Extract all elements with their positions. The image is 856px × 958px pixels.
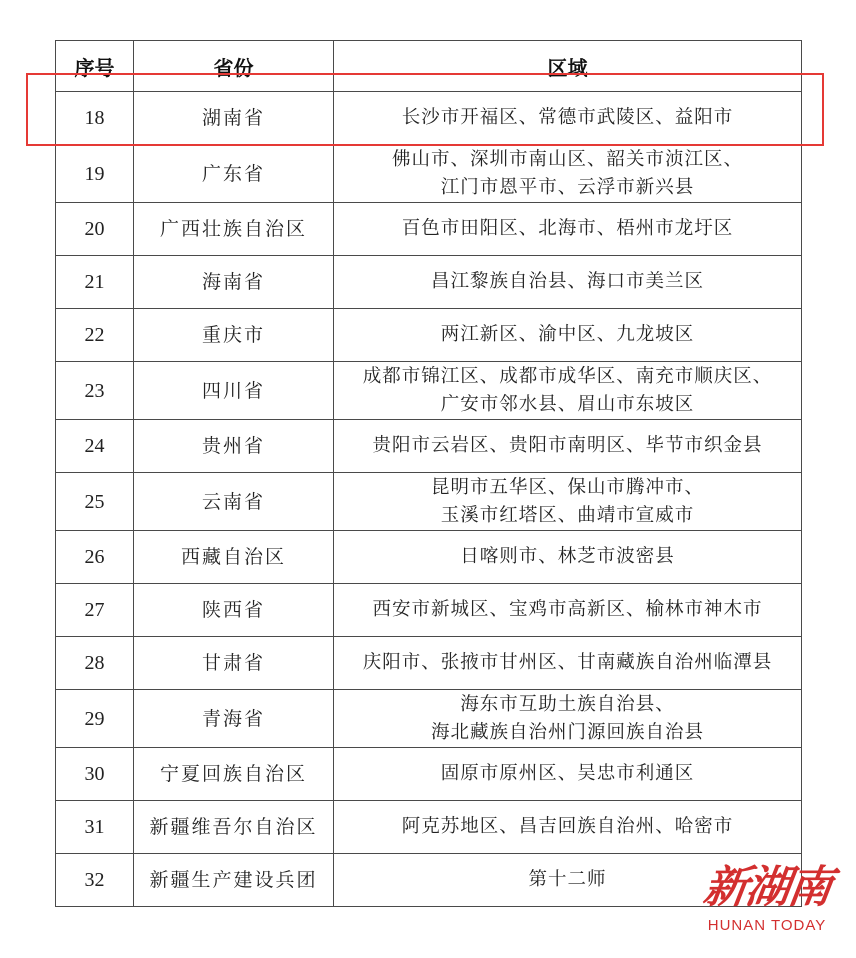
region-line: 阿克苏地区、昌吉回族自治州、哈密市: [401, 816, 734, 837]
row-index: 30: [56, 748, 134, 801]
row-region: [334, 420, 802, 473]
table-row: [56, 309, 802, 362]
region-table-container: [55, 40, 801, 907]
table-row: [56, 748, 802, 801]
row-province: 广西壮族自治区: [134, 203, 334, 256]
row-index: 27: [56, 584, 134, 637]
row-province: 陕西省: [134, 584, 334, 637]
row-index: 22: [56, 309, 134, 362]
region-line: 贵阳市云岩区、贵阳市南明区、毕节市织金县: [372, 435, 763, 456]
row-province: 广东省: [134, 145, 334, 203]
region-line: 成都市锦江区、成都市成华区、南充市顺庆区、: [362, 365, 773, 387]
row-index: 26: [56, 531, 134, 584]
region-line: 两江新区、渝中区、九龙坡区: [440, 324, 695, 345]
logo-name-cn: 新湖南: [700, 862, 834, 913]
row-region: [334, 748, 802, 801]
header-province: 省份: [134, 41, 334, 92]
row-index: 29: [56, 690, 134, 748]
row-region: [334, 473, 802, 531]
table-row: [56, 145, 802, 203]
row-index: 18: [56, 92, 134, 145]
row-index: 21: [56, 256, 134, 309]
row-province: 西藏自治区: [134, 531, 334, 584]
header-index: 序号: [56, 41, 134, 92]
logo-name-en: HUNAN TODAY: [707, 917, 827, 934]
row-index: 28: [56, 637, 134, 690]
header-region: 区域: [334, 41, 802, 92]
table-row: [56, 690, 802, 748]
table-row: [56, 92, 802, 145]
table-row: [56, 637, 802, 690]
region-line: 固原市原州区、吴忠市利通区: [440, 763, 695, 784]
row-province: 湖南省: [134, 92, 334, 145]
region-line: 第十二师: [528, 869, 607, 890]
region-line: 百色市田阳区、北海市、梧州市龙圩区: [401, 218, 734, 239]
row-province: 海南省: [134, 256, 334, 309]
row-region: [334, 92, 802, 145]
row-province: 云南省: [134, 473, 334, 531]
region-line: 江门市恩平市、云浮市新兴县: [440, 176, 695, 198]
row-province: 四川省: [134, 362, 334, 420]
table-row: [56, 531, 802, 584]
region-line: 昌江黎族自治县、海口市美兰区: [430, 271, 704, 292]
row-province: 甘肃省: [134, 637, 334, 690]
table-row: [56, 473, 802, 531]
table-body: [56, 92, 802, 907]
region-line: 玉溪市红塔区、曲靖市宣威市: [440, 504, 695, 526]
region-line: 海东市互助土族自治县、: [460, 693, 675, 715]
row-region: [334, 801, 802, 854]
region-line: 庆阳市、张掖市甘州区、甘南藏族自治州临潭县: [362, 652, 773, 673]
table-row: [56, 203, 802, 256]
row-region: [334, 637, 802, 690]
region-line: 长沙市开福区、常德市武陵区、益阳市: [401, 107, 734, 128]
row-region: [334, 690, 802, 748]
hunan-today-logo: [692, 860, 842, 948]
row-index: 32: [56, 854, 134, 907]
row-index: 25: [56, 473, 134, 531]
row-index: 20: [56, 203, 134, 256]
row-index: 24: [56, 420, 134, 473]
row-region: [334, 203, 802, 256]
row-province: 贵州省: [134, 420, 334, 473]
row-province: 宁夏回族自治区: [134, 748, 334, 801]
row-province: 新疆维吾尔自治区: [134, 801, 334, 854]
region-table: [55, 40, 802, 907]
region-line: 西安市新城区、宝鸡市高新区、榆林市神木市: [372, 599, 763, 620]
region-line: 海北藏族自治州门源回族自治县: [430, 721, 704, 743]
table-row: [56, 362, 802, 420]
row-index: 31: [56, 801, 134, 854]
row-region: [334, 145, 802, 203]
table-header-row: [56, 41, 802, 92]
row-region: [334, 309, 802, 362]
row-region: [334, 362, 802, 420]
table-row: [56, 420, 802, 473]
table-row: [56, 256, 802, 309]
row-index: 23: [56, 362, 134, 420]
table-row: [56, 801, 802, 854]
row-province: 新疆生产建设兵团: [134, 854, 334, 907]
row-index: 19: [56, 145, 134, 203]
region-line: 日喀则市、林芝市波密县: [460, 546, 675, 567]
region-line: 昆明市五华区、保山市腾冲市、: [430, 476, 704, 498]
row-province: 青海省: [134, 690, 334, 748]
region-line: 广安市邻水县、眉山市东坡区: [440, 393, 695, 415]
row-region: [334, 584, 802, 637]
table-row: [56, 584, 802, 637]
region-line: 佛山市、深圳市南山区、韶关市浈江区、: [391, 148, 743, 170]
row-province: 重庆市: [134, 309, 334, 362]
row-region: [334, 256, 802, 309]
row-region: [334, 531, 802, 584]
